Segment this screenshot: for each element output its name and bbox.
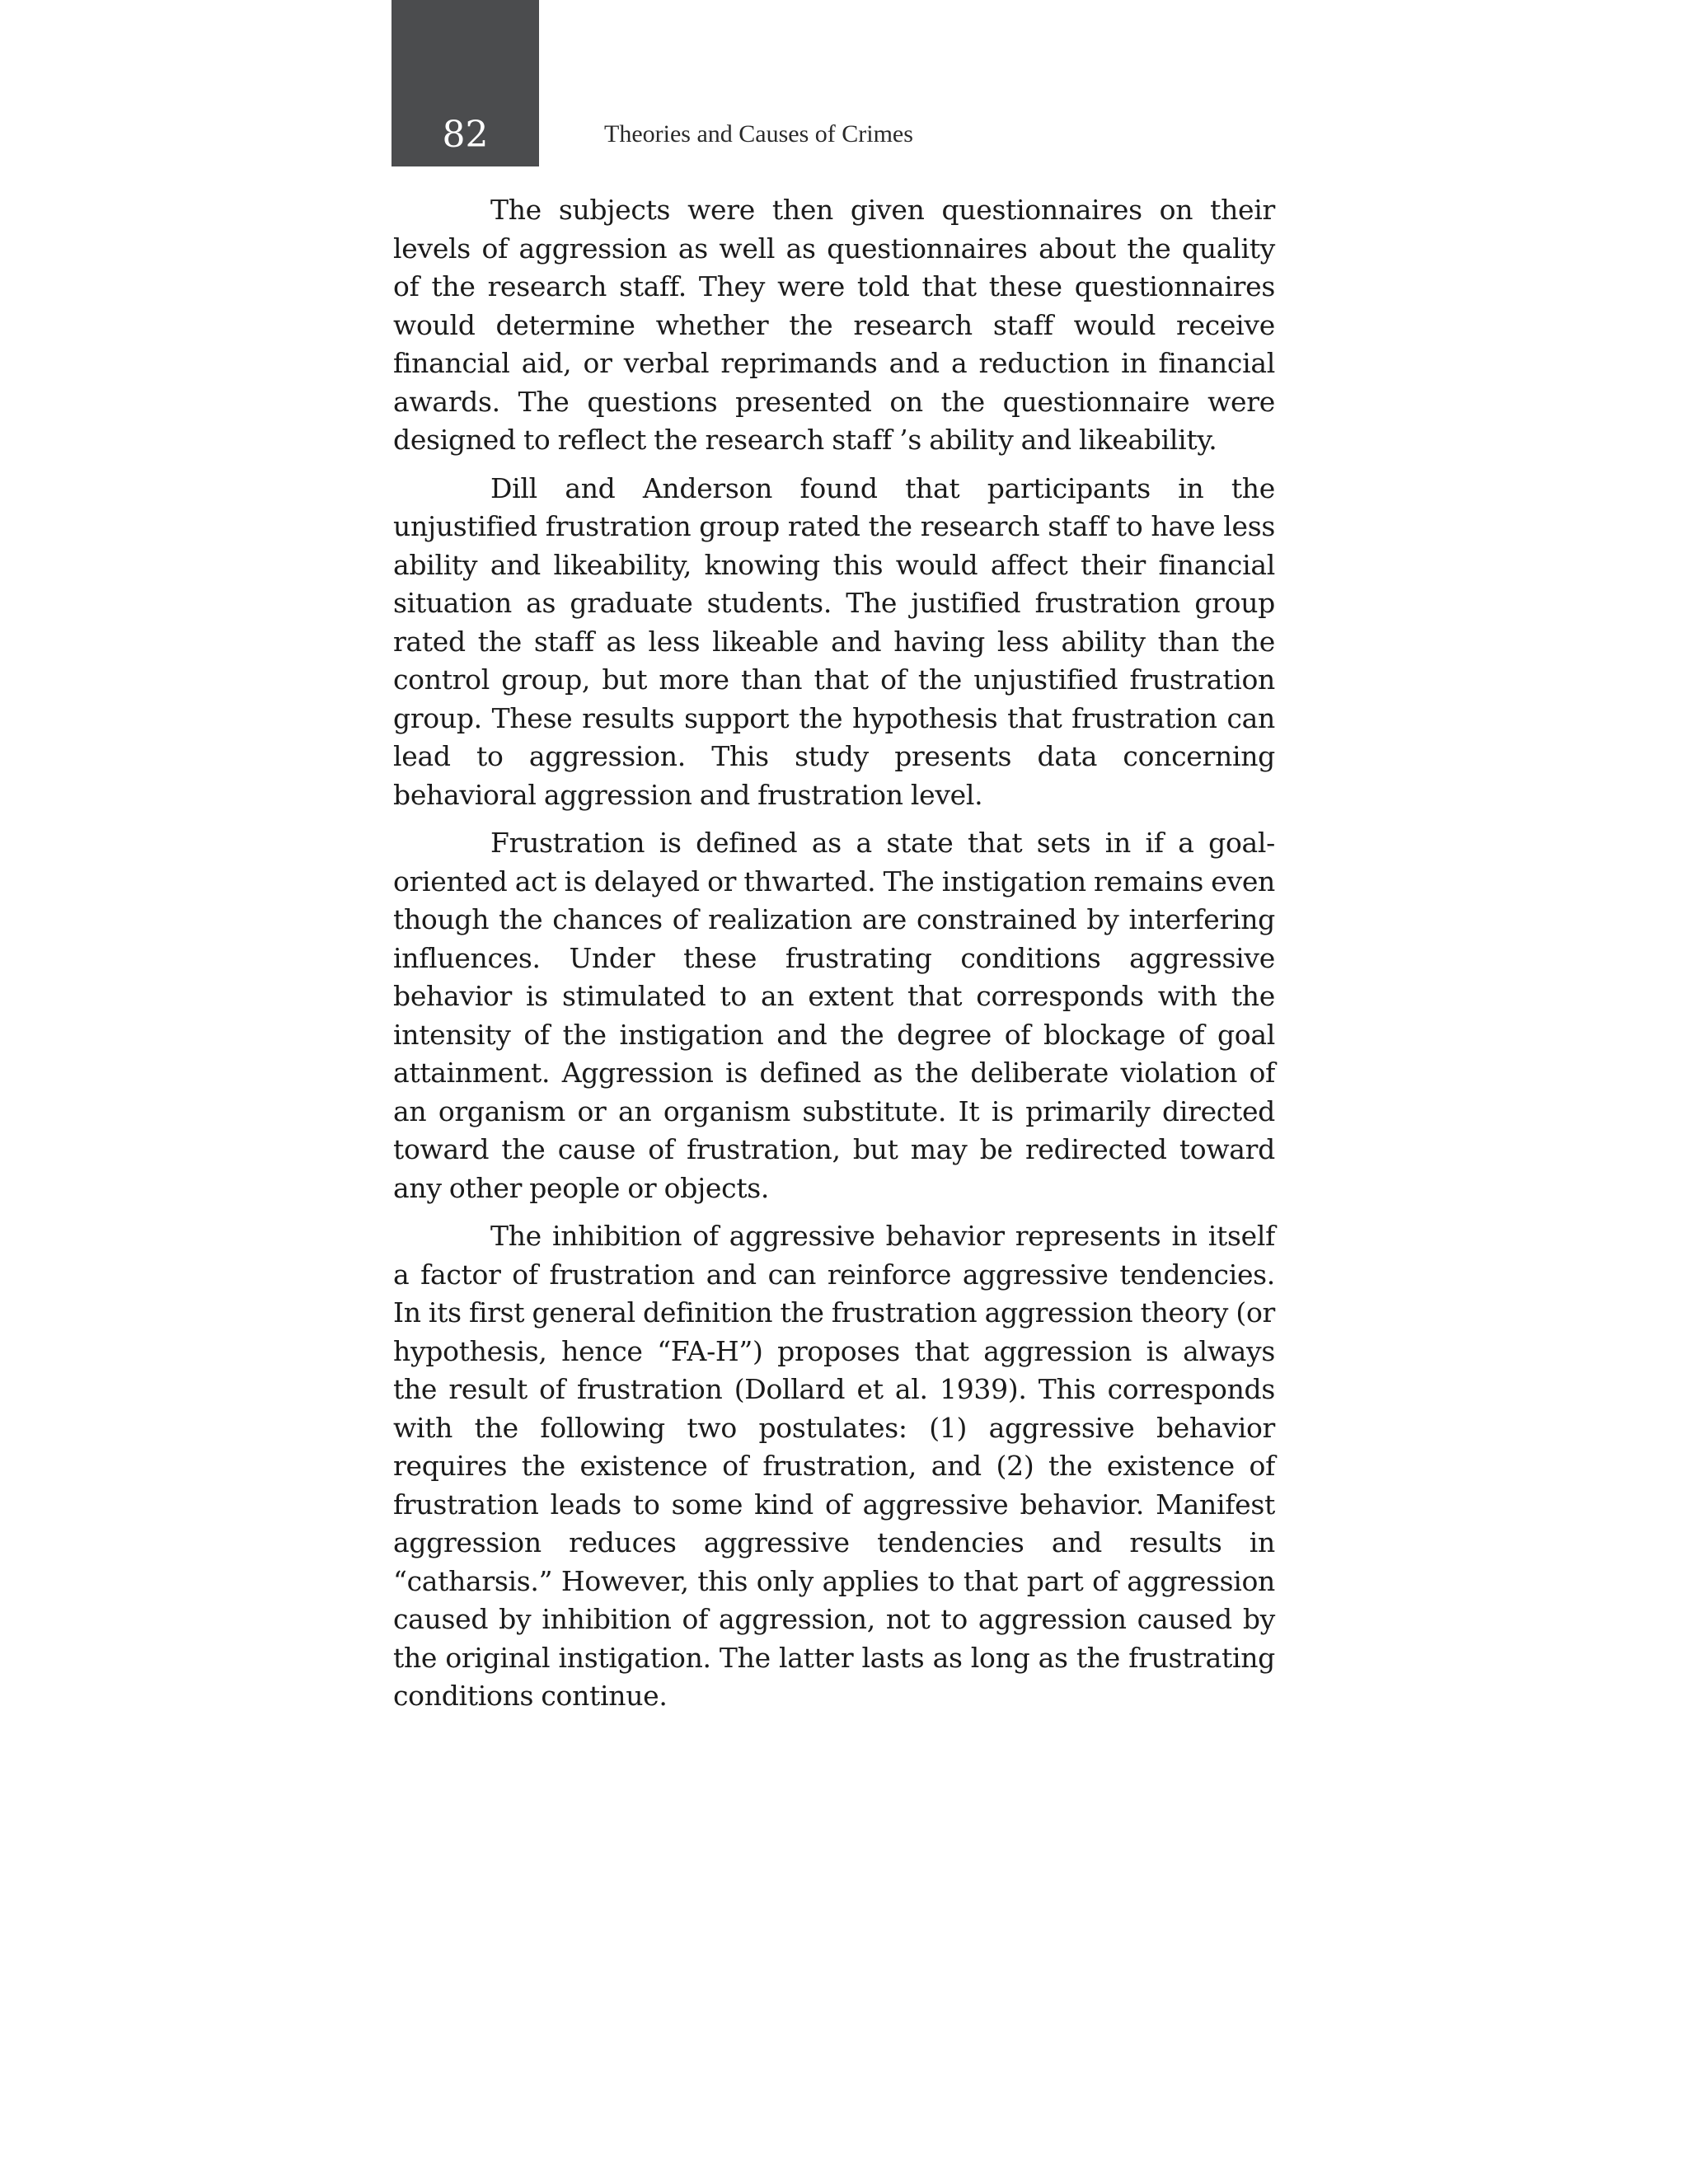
paragraph-1: The subjects were then given questionnaires on their levels of aggression as well as questionnaires about the quality of the research staff. They were told that these questionnaires would determine whether the research staff would receive financial aid, or verbal reprimands and a reduction in financial awards. The questions presented on the questionnaire were designed to reflect the research staff ’s ability and likeability. (393, 194, 1275, 456)
body-text (393, 191, 1275, 1716)
page-number-tab (392, 0, 539, 166)
page-number: 82 (442, 114, 489, 156)
paragraph-3: Frustration is defined as a state that sets in if a goal-oriented act is delayed or thwarted. The instigation remains even though the chances of realization are constrained by interfering influences. Under these frustrating conditions aggressive behavior is stimulated to an extent that corresponds with the intensity of the instigation and the degree of blockage of goal attainment. Aggression is defined as the deliberate violation of an organism or an organism substitute. It is primarily directed toward the cause of frustration, but may be redirected toward any other people or objects. (393, 827, 1275, 1204)
paragraph-2: Dill and Anderson found that participants in the unjustified frustration group rated the research staff to have less ability and likeability, knowing this would affect their financial situation as graduate students. The justified frustration group rated the staff as less likeable and having less ability than the control group, but more than that of the unjustified frustration group. These results support the hypothesis that frustration can lead to aggression. This study presents data concerning behavioral aggression and frustration level. (393, 471, 1275, 811)
running-head-title: Theories and Causes of Crimes (604, 120, 913, 148)
paragraph-4: The inhibition of aggressive behavior represents in itself a factor of frustration and can reinforce aggressive tendencies. In its first general definition the frustration aggression theory (or hypothesis, hence “FA-H”) proposes that aggression is always the result of frustration (Dollard et al. 1939). This corresponds with the following two postulates: (1) aggressive behavior requires the existence of frustration, and (2) the existence of frustration leads to some kind of aggressive behavior. Manifest aggression reduces aggressive tendencies and results in “catharsis.” However, this only applies to that part of aggression caused by inhibition of aggression, not to aggression caused by the original instigation. The latter lasts as long as the frustrating conditions continue. (393, 1220, 1275, 1712)
